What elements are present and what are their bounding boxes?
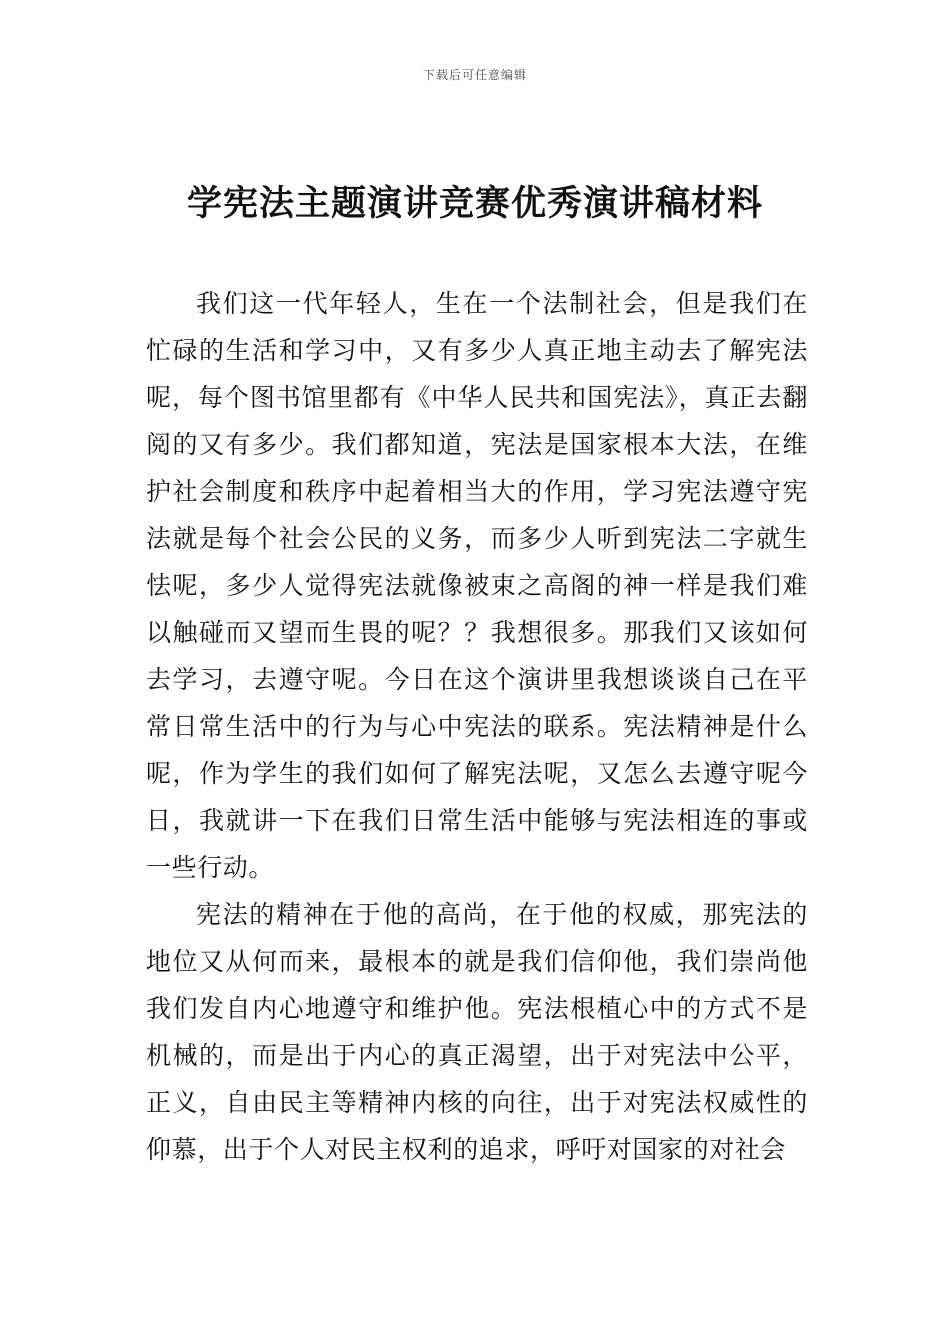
paragraph-1: 我们这一代年轻人，生在一个法制社会，但是我们在忙碌的生活和学习中，又有多少人真正地主动去了解宪法呢，每个图书馆里都有《中华人民共和国宪法》，真正去翻阅的又有多少。我们都知道，宪法是国家根本大法，在维护社会制度和秩序中起着相当大的作用，学习宪法遵守宪法就是每个社会公民的义务，而多少人听到宪法二字就生怯呢，多少人觉得宪法就像被束之高阁的神一样是我们难以触碰而又望而生畏的呢？？我想很多。那我们又该如何去学习，去遵守呢。今日在这个演讲里我想谈谈自己在平常日常生活中的行为与心中宪法的联系。宪法精神是什么呢，作为学生的我们如何了解宪法呢，又怎么去遵守呢今日，我就讲一下在我们日常生活中能够与宪法相连的事或一些行动。	[146, 289, 808, 882]
header-note: 下载后可任意编辑	[422, 68, 527, 82]
document-title: 学宪法主题演讲竞赛优秀演讲稿材料	[186, 183, 763, 224]
paragraph-2: 宪法的精神在于他的高尚，在于他的权威，那宪法的地位又从何而来，最根本的就是我们信仰他，我们崇尚他我们发自内心地遵守和维护他。宪法根植心中的方式不是机械的，而是出于内心的真正渴望，出于对宪法中公平，正义，自由民主等精神内核的向往，出于对宪法权威性的仰慕，出于个人对民主权利的追求，呼吁对国家的对社会	[146, 900, 808, 1164]
document-body	[146, 280, 808, 1173]
